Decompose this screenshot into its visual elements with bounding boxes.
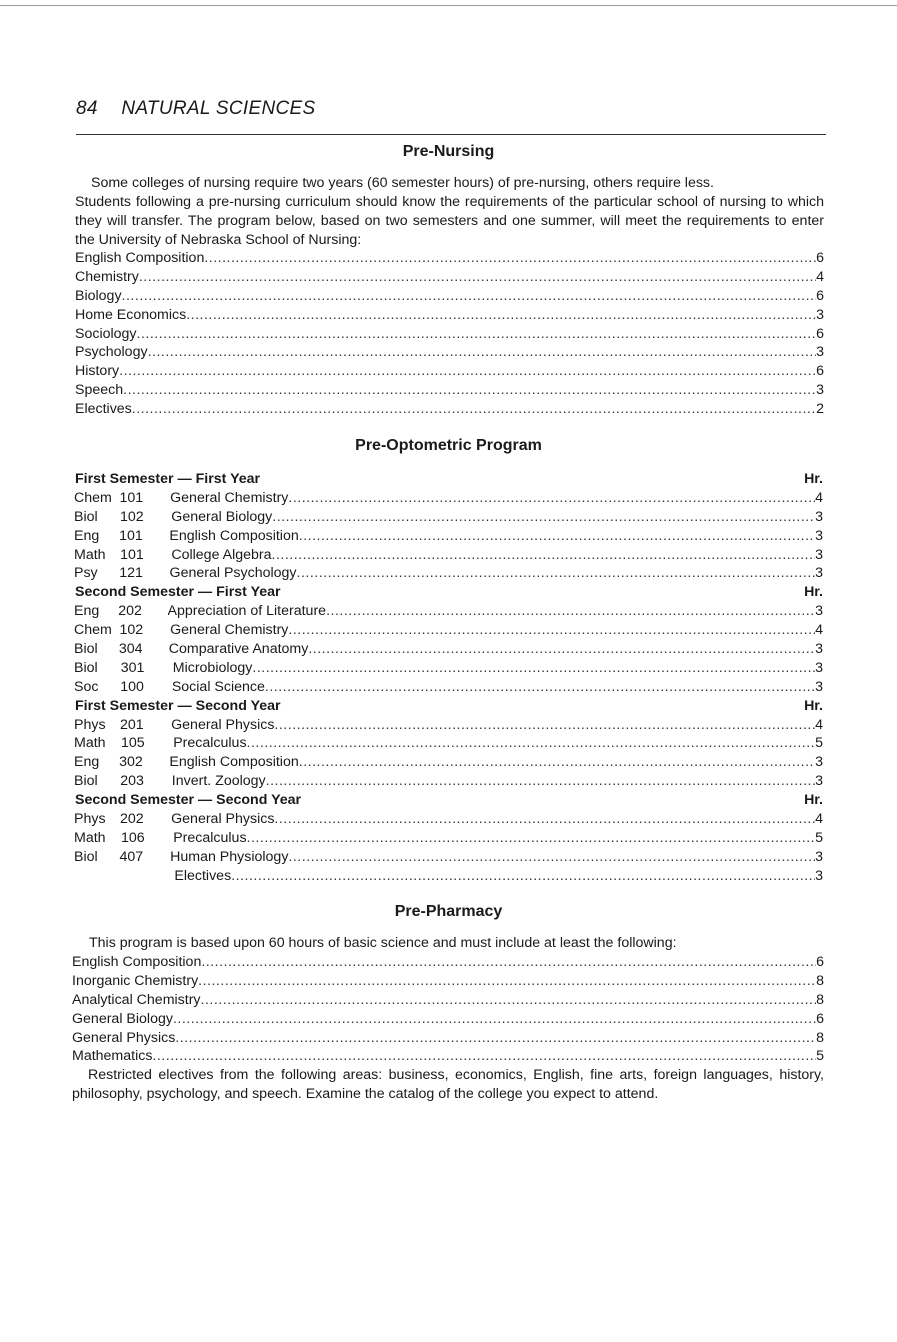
dot-leader [201,991,817,1010]
course-number: 301 [120,659,145,676]
pre-nursing-requirements-list [75,249,824,419]
hours-column-label: Hr. [804,584,823,601]
course-number: 304 [118,641,143,658]
course-department: Biol [74,848,98,865]
dot-leader [231,867,815,886]
dot-leader [152,1047,816,1066]
course-number: 302 [119,754,143,771]
dot-leader [198,972,816,991]
course-department: Math [74,735,106,752]
course-row [73,489,823,508]
hours-column-label: Hr. [804,697,823,714]
course-title-cell [169,527,823,546]
requirement-hours: 8 [816,972,824,989]
course-title: Electives [174,867,232,884]
semester-heading [73,697,823,716]
requirement-subject: Chemistry [75,268,139,285]
course-department: Eng [74,754,100,771]
course-row [73,848,823,867]
dot-leader [272,546,816,565]
pre-nursing-intro-first: Some colleges of nursing require two years (60 semester hours) of pre-nursing, others require less. [91,175,714,191]
course-number: 201 [119,716,144,733]
dot-leader [266,772,815,791]
requirement-subject: Electives [75,401,132,418]
requirement-subject: Speech [75,382,124,399]
course-title: General Physics [171,716,275,733]
course-department: Soc [74,678,99,695]
dot-leader [123,381,816,400]
dot-leader [247,734,816,753]
dot-leader [201,953,816,972]
course-department: Chem [74,489,112,506]
course-number: 102 [120,508,144,525]
course-hours: 3 [815,659,823,676]
course-number: 101 [119,527,143,544]
semester-heading [73,583,823,602]
course-hours: 3 [815,678,823,695]
dot-leader [288,621,815,640]
requirement-row [72,1029,824,1048]
course-row [73,508,823,527]
course-number: 101 [120,546,144,563]
hours-column-label: Hr. [804,471,823,487]
header-rule [76,134,826,135]
dot-leader [299,527,815,546]
requirement-hours: 6 [816,325,824,342]
course-row [73,564,823,583]
course-number: 203 [120,773,144,790]
requirement-hours: 3 [816,344,824,361]
course-hours: 3 [815,867,823,884]
course-hours: 4 [815,622,823,639]
requirement-hours: 3 [816,382,824,399]
requirement-row [75,362,824,381]
requirement-row [75,381,824,400]
pre-pharmacy-closing-text: Restricted electives from the following areas: business, economics, English, fine arts, foreign languages, history, philosophy, psychology, and speech. Examine the catalog of the college you expect to attend. [72,1067,824,1102]
course-number: 102 [119,622,144,639]
course-title-cell [170,489,823,508]
course-title-cell [171,508,823,527]
course-row [73,734,823,753]
course-number: 202 [119,811,144,828]
requirement-row [75,343,824,362]
page-number: 84 [76,98,98,119]
requirement-row [75,400,824,419]
requirement-subject: Psychology [75,344,148,361]
pre-pharmacy-requirements-list [72,953,824,1066]
dot-leader [272,508,815,527]
course-title: Comparative Anatomy [168,641,309,658]
course-number: 202 [118,603,142,620]
course-row [73,678,823,697]
dot-leader [204,249,816,268]
course-department: Eng [74,527,100,544]
requirement-row [75,287,824,306]
course-title: General Chemistry [170,622,289,639]
course-title: General Psychology [169,565,297,582]
course-row [73,546,823,565]
course-department: Psy [74,565,98,582]
pre-pharmacy-intro: This program is based upon 60 hours of basic science and must include at least the following: [89,935,677,951]
course-title: Precalculus [173,735,247,752]
dot-leader [326,602,815,621]
course-title: College Algebra [171,546,272,563]
semester-heading-label: First Semester — Second Year [75,697,281,714]
course-hours: 4 [815,716,823,733]
course-title-cell [173,829,823,848]
pre-nursing-title: Pre-Nursing [402,143,495,160]
semester-heading [73,791,823,810]
requirement-row [72,953,824,972]
course-hours: 5 [815,829,823,846]
course-department: Phys [74,716,106,733]
requirement-hours: 3 [816,306,824,323]
semester-heading [73,470,823,489]
course-department: Math [74,546,106,563]
course-title: Social Science [171,678,265,695]
course-title: General Chemistry [170,489,289,506]
pre-optometric-title: Pre-Optometric Program [355,437,542,454]
course-hours: 3 [815,527,823,544]
requirement-subject: Analytical Chemistry [72,991,201,1008]
dot-leader [247,829,816,848]
requirement-row [75,268,824,287]
course-department: Biol [74,508,98,525]
course-title: English Composition [169,754,299,771]
requirement-hours: 6 [816,1010,824,1027]
running-section-title: NATURAL SCIENCES [121,98,316,119]
dot-leader [308,640,815,659]
course-hours: 3 [815,508,823,525]
course-hours: 3 [815,848,823,865]
requirement-subject: English Composition [75,250,205,266]
course-title-cell [169,753,823,772]
pre-optometric-course-table [73,470,823,886]
requirement-subject: Inorganic Chemistry [72,972,199,989]
requirement-row [75,325,824,344]
course-title-cell [172,772,823,791]
course-department: Math [74,829,106,846]
dot-leader [265,678,815,697]
dot-leader [175,1029,816,1048]
course-hours: 3 [815,773,823,790]
course-title-cell [171,716,823,735]
semester-heading-label: First Semester — First Year [75,471,261,487]
requirement-hours: 4 [816,268,824,285]
course-row [73,716,823,735]
course-title-cell [172,678,823,697]
course-hours: 5 [815,735,823,752]
semester-heading-label: Second Semester — Second Year [75,792,302,809]
requirement-hours: 6 [816,954,824,970]
course-title-cell [173,659,823,678]
course-title-cell [170,621,823,640]
requirement-row [72,972,824,991]
course-row [73,772,823,791]
dot-leader [122,287,817,306]
course-row [73,867,823,886]
course-row [73,810,823,829]
course-department: Eng [74,603,100,620]
course-title: Precalculus [173,829,247,846]
course-row [73,829,823,848]
dot-leader [119,362,816,381]
hours-column-label: Hr. [804,792,823,809]
course-title: Appreciation of Literature [167,603,327,620]
pre-pharmacy-title: Pre-Pharmacy [394,903,503,920]
requirement-hours: 2 [816,401,824,418]
course-title-cell [170,564,823,583]
top-border-rule [0,5,897,6]
requirement-hours: 5 [816,1048,824,1065]
course-row [73,753,823,772]
course-number: 407 [119,848,144,865]
course-number: 106 [120,829,145,846]
course-department: Biol [74,773,98,790]
course-department: Biol [74,641,98,658]
course-title-cell [173,734,823,753]
course-row [73,527,823,546]
requirement-subject: Biology [75,287,122,304]
requirement-subject: General Physics [72,1029,176,1046]
requirement-subject: General Biology [72,1010,173,1027]
course-hours: 3 [815,603,823,620]
course-number: 101 [119,489,144,506]
requirement-row [72,1047,824,1066]
requirement-hours: 6 [816,250,824,266]
requirement-row [72,991,824,1010]
course-hours: 4 [815,811,823,828]
course-row [73,659,823,678]
pre-pharmacy-closing [72,1066,824,1104]
course-title: Microbiology [172,659,253,676]
dot-leader [274,810,815,829]
requirement-subject: History [75,363,120,380]
course-row [73,640,823,659]
dot-leader [137,325,817,344]
course-title: Invert. Zoology [171,773,266,790]
requirement-row [75,306,824,325]
course-title-cell [171,546,823,565]
dot-leader [274,716,815,735]
course-title: General Physics [171,811,275,828]
course-department: Chem [74,622,112,639]
dot-leader [252,659,815,678]
course-department: Biol [74,659,98,676]
page-header [76,98,315,120]
pre-nursing-intro-rest: Students following a pre-nursing curriculum should know the requirements of the particular school of nursing to which they will transfer. The program below, based on two semesters and one summer, will meet the requirements to enter the University of Nebraska School of Nursing: [75,193,824,248]
course-title-cell [171,810,823,829]
dot-leader [288,848,815,867]
course-hours: 3 [815,546,823,563]
requirement-subject: Sociology [75,325,137,342]
course-title-cell [174,867,823,886]
requirement-subject: Home Economics [75,306,187,323]
requirement-subject: English Composition [72,954,202,970]
pre-nursing-intro [75,174,824,250]
course-number: 105 [120,735,145,752]
dot-leader [139,268,816,287]
dot-leader [297,564,816,583]
requirement-hours: 8 [816,1029,824,1046]
dot-leader [173,1010,816,1029]
dot-leader [288,489,815,508]
requirement-row [75,249,824,268]
requirement-hours: 8 [816,991,824,1008]
dot-leader [299,753,815,772]
course-hours: 3 [815,641,824,658]
requirement-row [72,1010,824,1029]
course-hours: 3 [815,565,823,582]
semester-heading-label: Second Semester — First Year [75,584,281,601]
course-row [73,621,823,640]
course-title: English Composition [169,527,299,544]
course-hours: 4 [815,489,823,506]
course-title-cell [170,848,823,867]
course-title: General Biology [171,508,273,525]
requirement-subject: Mathematics [72,1048,153,1065]
dot-leader [148,343,817,362]
course-number: 100 [120,678,144,695]
course-hours: 3 [815,754,823,771]
course-title-cell [168,602,823,621]
course-number: 121 [119,565,143,582]
course-title: Human Physiology [170,848,289,865]
course-title-cell [169,640,823,659]
course-department: Phys [74,811,106,828]
requirement-hours: 6 [816,363,824,380]
dot-leader [132,400,816,419]
course-row [73,602,823,621]
dot-leader [186,306,816,325]
requirement-hours: 6 [816,287,824,304]
